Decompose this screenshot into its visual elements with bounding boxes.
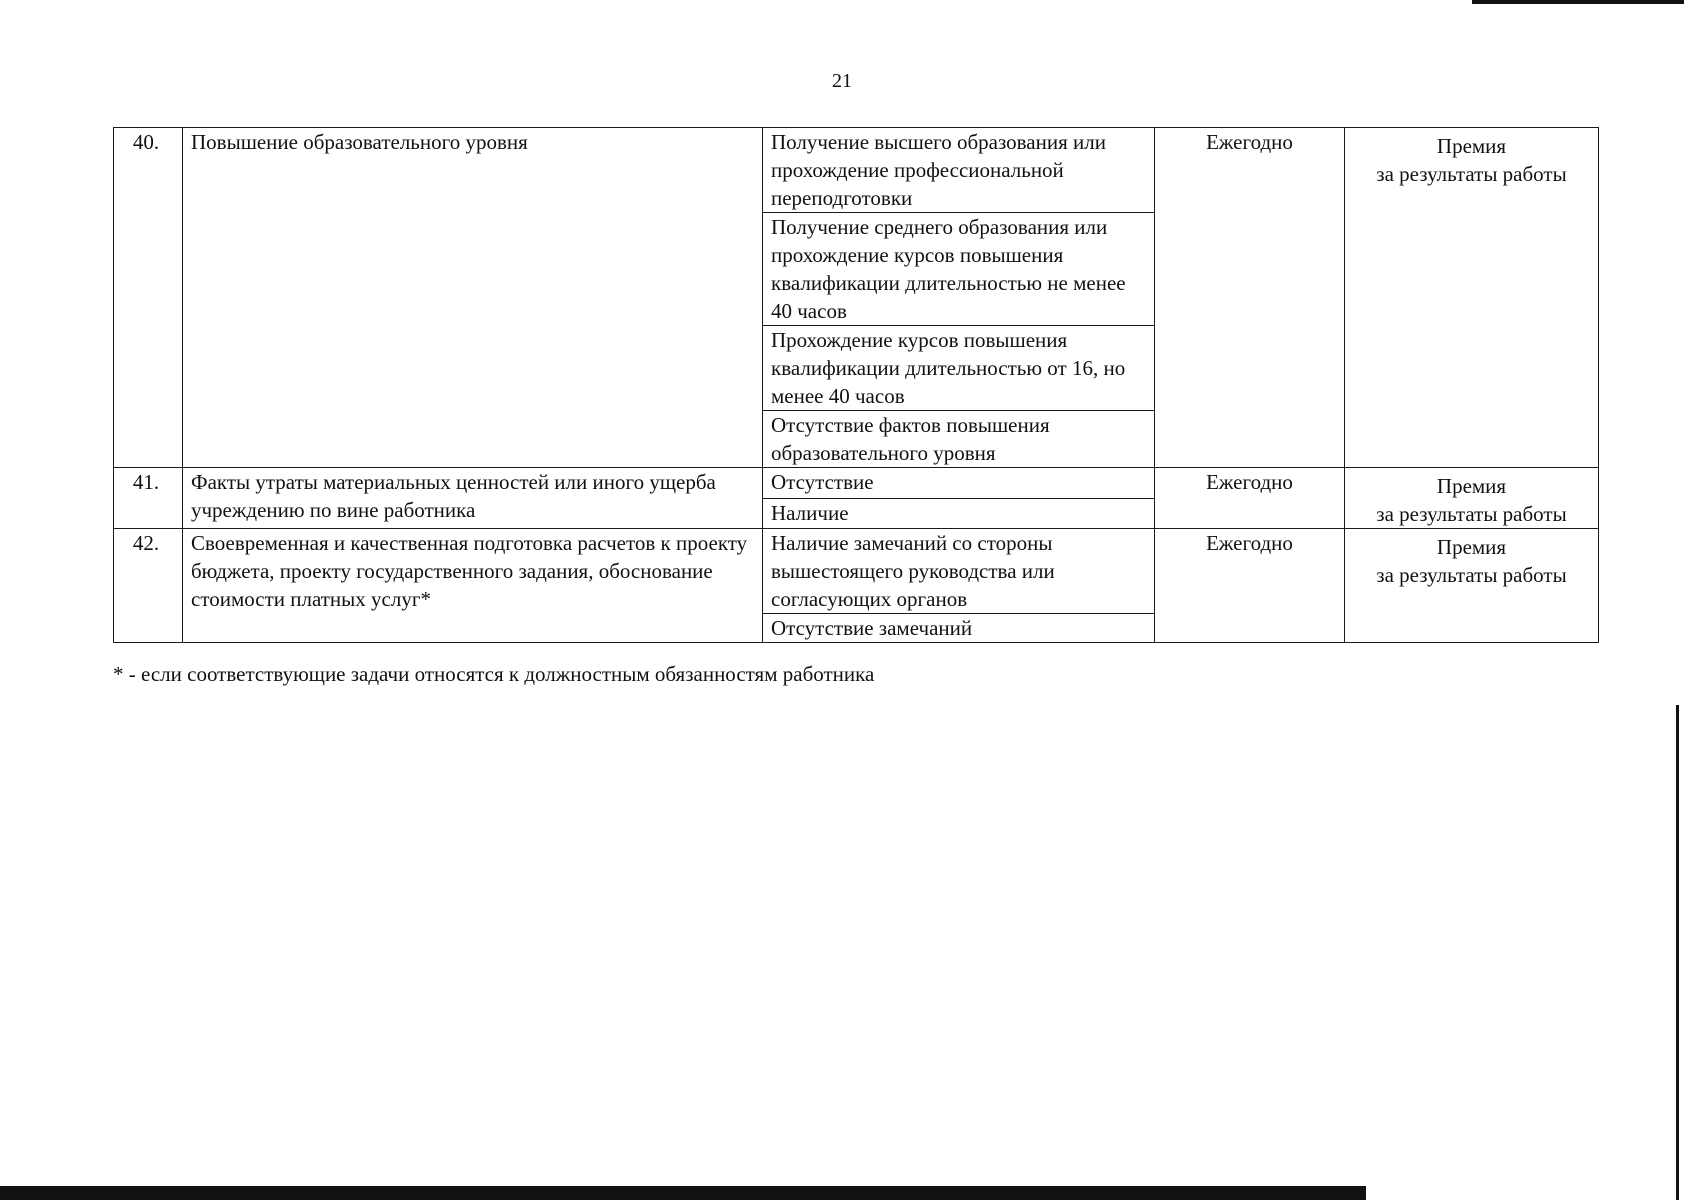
payment-line-2: за результаты работы <box>1376 563 1567 587</box>
criterion-value: Наличие <box>763 498 1155 529</box>
footnote: * - если соответствующие задачи относятся к должностным обязанностям работника <box>113 662 875 686</box>
scan-edge-bottom <box>0 1186 1366 1200</box>
criterion-name: Повышение образовательного уровня <box>183 128 763 468</box>
criteria-table <box>113 127 1599 643</box>
row-number: 42. <box>114 529 183 643</box>
periodicity-cell: Ежегодно <box>1155 468 1345 529</box>
criterion-value: Получение среднего образования или прохождение курсов повышения квалификации длительностью не менее 40 часов <box>763 213 1155 326</box>
criterion-value: Отсутствие замечаний <box>763 614 1155 643</box>
table-row <box>114 128 1599 213</box>
criterion-name: Факты утраты материальных ценностей или иного ущерба учреждению по вине работника <box>183 468 763 529</box>
payment-line-1: Премия <box>1436 134 1507 158</box>
payment-line-1: Премия <box>1436 535 1507 559</box>
payment-line-2: за результаты работы <box>1376 502 1567 526</box>
periodicity-cell: Ежегодно <box>1155 128 1345 468</box>
criterion-value: Отсутствие <box>763 468 1155 499</box>
payment-type-cell <box>1345 529 1599 643</box>
payment-type-cell <box>1345 128 1599 468</box>
table-row <box>114 529 1599 614</box>
table-row <box>114 468 1599 499</box>
row-number: 41. <box>114 468 183 529</box>
payment-line-1: Премия <box>1436 474 1507 498</box>
payment-type-cell <box>1345 468 1599 529</box>
criterion-value: Наличие замечаний со стороны вышестоящего руководства или согласующих органов <box>763 529 1155 614</box>
scan-edge-right <box>1676 705 1679 1200</box>
criterion-value: Прохождение курсов повышения квалификации длительностью от 16, но менее 40 часов <box>763 326 1155 411</box>
page-number: 21 <box>832 70 852 92</box>
criterion-name: Своевременная и качественная подготовка расчетов к проекту бюджета, проекту государственного задания, обоснование стоимости платных услуг* <box>183 529 763 643</box>
criterion-value: Отсутствие фактов повышения образовательного уровня <box>763 411 1155 468</box>
criterion-value: Получение высшего образования или прохождение профессиональной переподготовки <box>763 128 1155 213</box>
payment-line-2: за результаты работы <box>1376 162 1567 186</box>
periodicity-cell: Ежегодно <box>1155 529 1345 643</box>
scan-edge-top <box>1472 0 1684 4</box>
row-number: 40. <box>114 128 183 468</box>
